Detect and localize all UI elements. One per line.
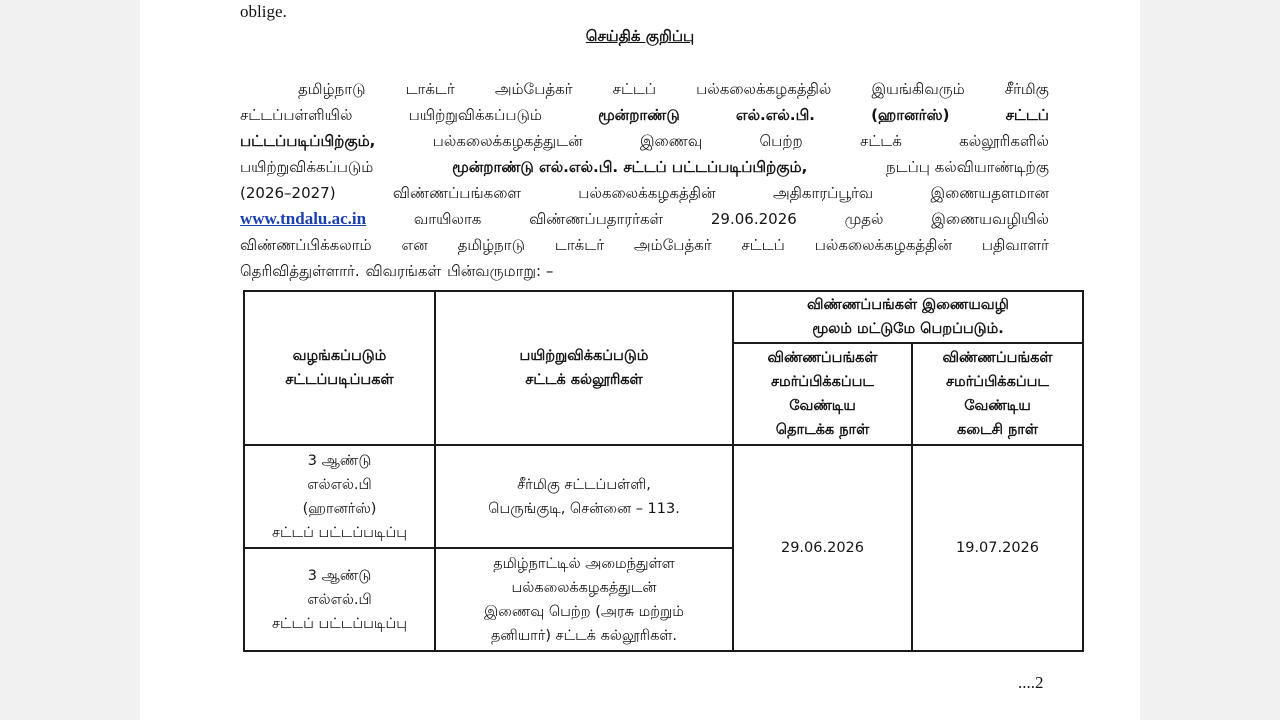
- header-colleges: பயிற்றுவிக்கப்படும் சட்டக் கல்லூரிகள்: [435, 291, 733, 445]
- press-note-heading: செய்திக் குறிப்பு: [585, 27, 695, 45]
- paragraph-line-8: தெரிவித்துள்ளார். விவரங்கள் பின்வருமாறு: –: [240, 262, 554, 280]
- table-row: [244, 445, 1083, 548]
- header-courses: வழங்கப்படும் சட்டப்படிப்பகள்: [244, 291, 435, 445]
- left-background: [0, 0, 140, 720]
- paragraph-line-5: (2026–2027) விண்ணப்பங்களை பல்கலைக்கழகத்தின் அதிகாரப்பூர்வ இணையதளமான: [240, 184, 1049, 202]
- header-online-only: விண்ணப்பங்கள் இணையவழி மூலம் மட்டுமே பெறப்படும்.: [733, 291, 1083, 343]
- previous-page-fragment: oblige.: [240, 2, 287, 21]
- paragraph-line-4: பயிற்றுவிக்கப்படும் மூன்றாண்டு எல்.எல்.பி. சட்டப் பட்டப்படிப்பிற்கும், நடப்பு கல்வியாண்டிற்கு: [240, 158, 1049, 176]
- university-website-link[interactable]: www.tndalu.ac.in: [240, 209, 367, 228]
- paragraph-line-3: பட்டப்படிப்பிற்கும், பல்கலைக்கழகத்துடன் இணைவு பெற்ற சட்டக் கல்லூரிகளில்: [240, 132, 1049, 150]
- document-page: [140, 0, 1140, 720]
- right-background: [1140, 0, 1280, 720]
- header-end-date: விண்ணப்பங்கள் சமர்ப்பிக்கப்பட வேண்டிய கடைசி நாள்: [912, 343, 1083, 445]
- end-date-cell: 19.07.2026: [912, 445, 1083, 651]
- page-continuation-marker: ....2: [1018, 673, 1044, 692]
- header-start-date: விண்ணப்பங்கள் சமர்ப்பிக்கப்பட வேண்டிய தொடக்க நாள்: [733, 343, 912, 445]
- paragraph-line-6: www.tndalu.ac.in வாயிலாக விண்ணப்பதாரர்கள் 29.06.2026 முதல் இணையவழியில்: [240, 206, 1049, 232]
- paragraph-line-7: விண்ணப்பிக்கலாம் என தமிழ்நாடு டாக்டர் அம்பேத்கர் சட்டப் பல்கலைக்கழகத்தின் பதிவாளர்: [240, 236, 1049, 254]
- course-cell: 3 ஆண்டு எல்எல்.பி (ஹானர்ஸ்) சட்டப் பட்டப்படிப்பு: [244, 445, 435, 548]
- admission-schedule-table: [243, 290, 1084, 652]
- course-cell: 3 ஆண்டு எல்எல்.பி சட்டப் பட்டப்படிப்பு: [244, 548, 435, 651]
- paragraph-line-1: தமிழ்நாடு டாக்டர் அம்பேத்கர் சட்டப் பல்கலைக்கழகத்தில் இயங்கிவரும் சீர்மிகு: [298, 80, 1049, 98]
- start-date-cell: 29.06.2026: [733, 445, 912, 651]
- announcement-paragraph: [240, 76, 1049, 284]
- paragraph-line-2: சட்டப்பள்ளியில் பயிற்றுவிக்கப்படும் மூன்றாண்டு எல்.எல்.பி. (ஹானர்ஸ்) சட்டப்: [240, 106, 1049, 124]
- college-cell: சீர்மிகு சட்டப்பள்ளி, பெருங்குடி, சென்னை – 113.: [435, 445, 733, 548]
- college-cell: தமிழ்நாட்டில் அமைந்துள்ள பல்கலைக்கழகத்துடன் இணைவு பெற்ற (அரசு மற்றும் தனியார்) சட்டக் கல்லூரிகள்.: [435, 548, 733, 651]
